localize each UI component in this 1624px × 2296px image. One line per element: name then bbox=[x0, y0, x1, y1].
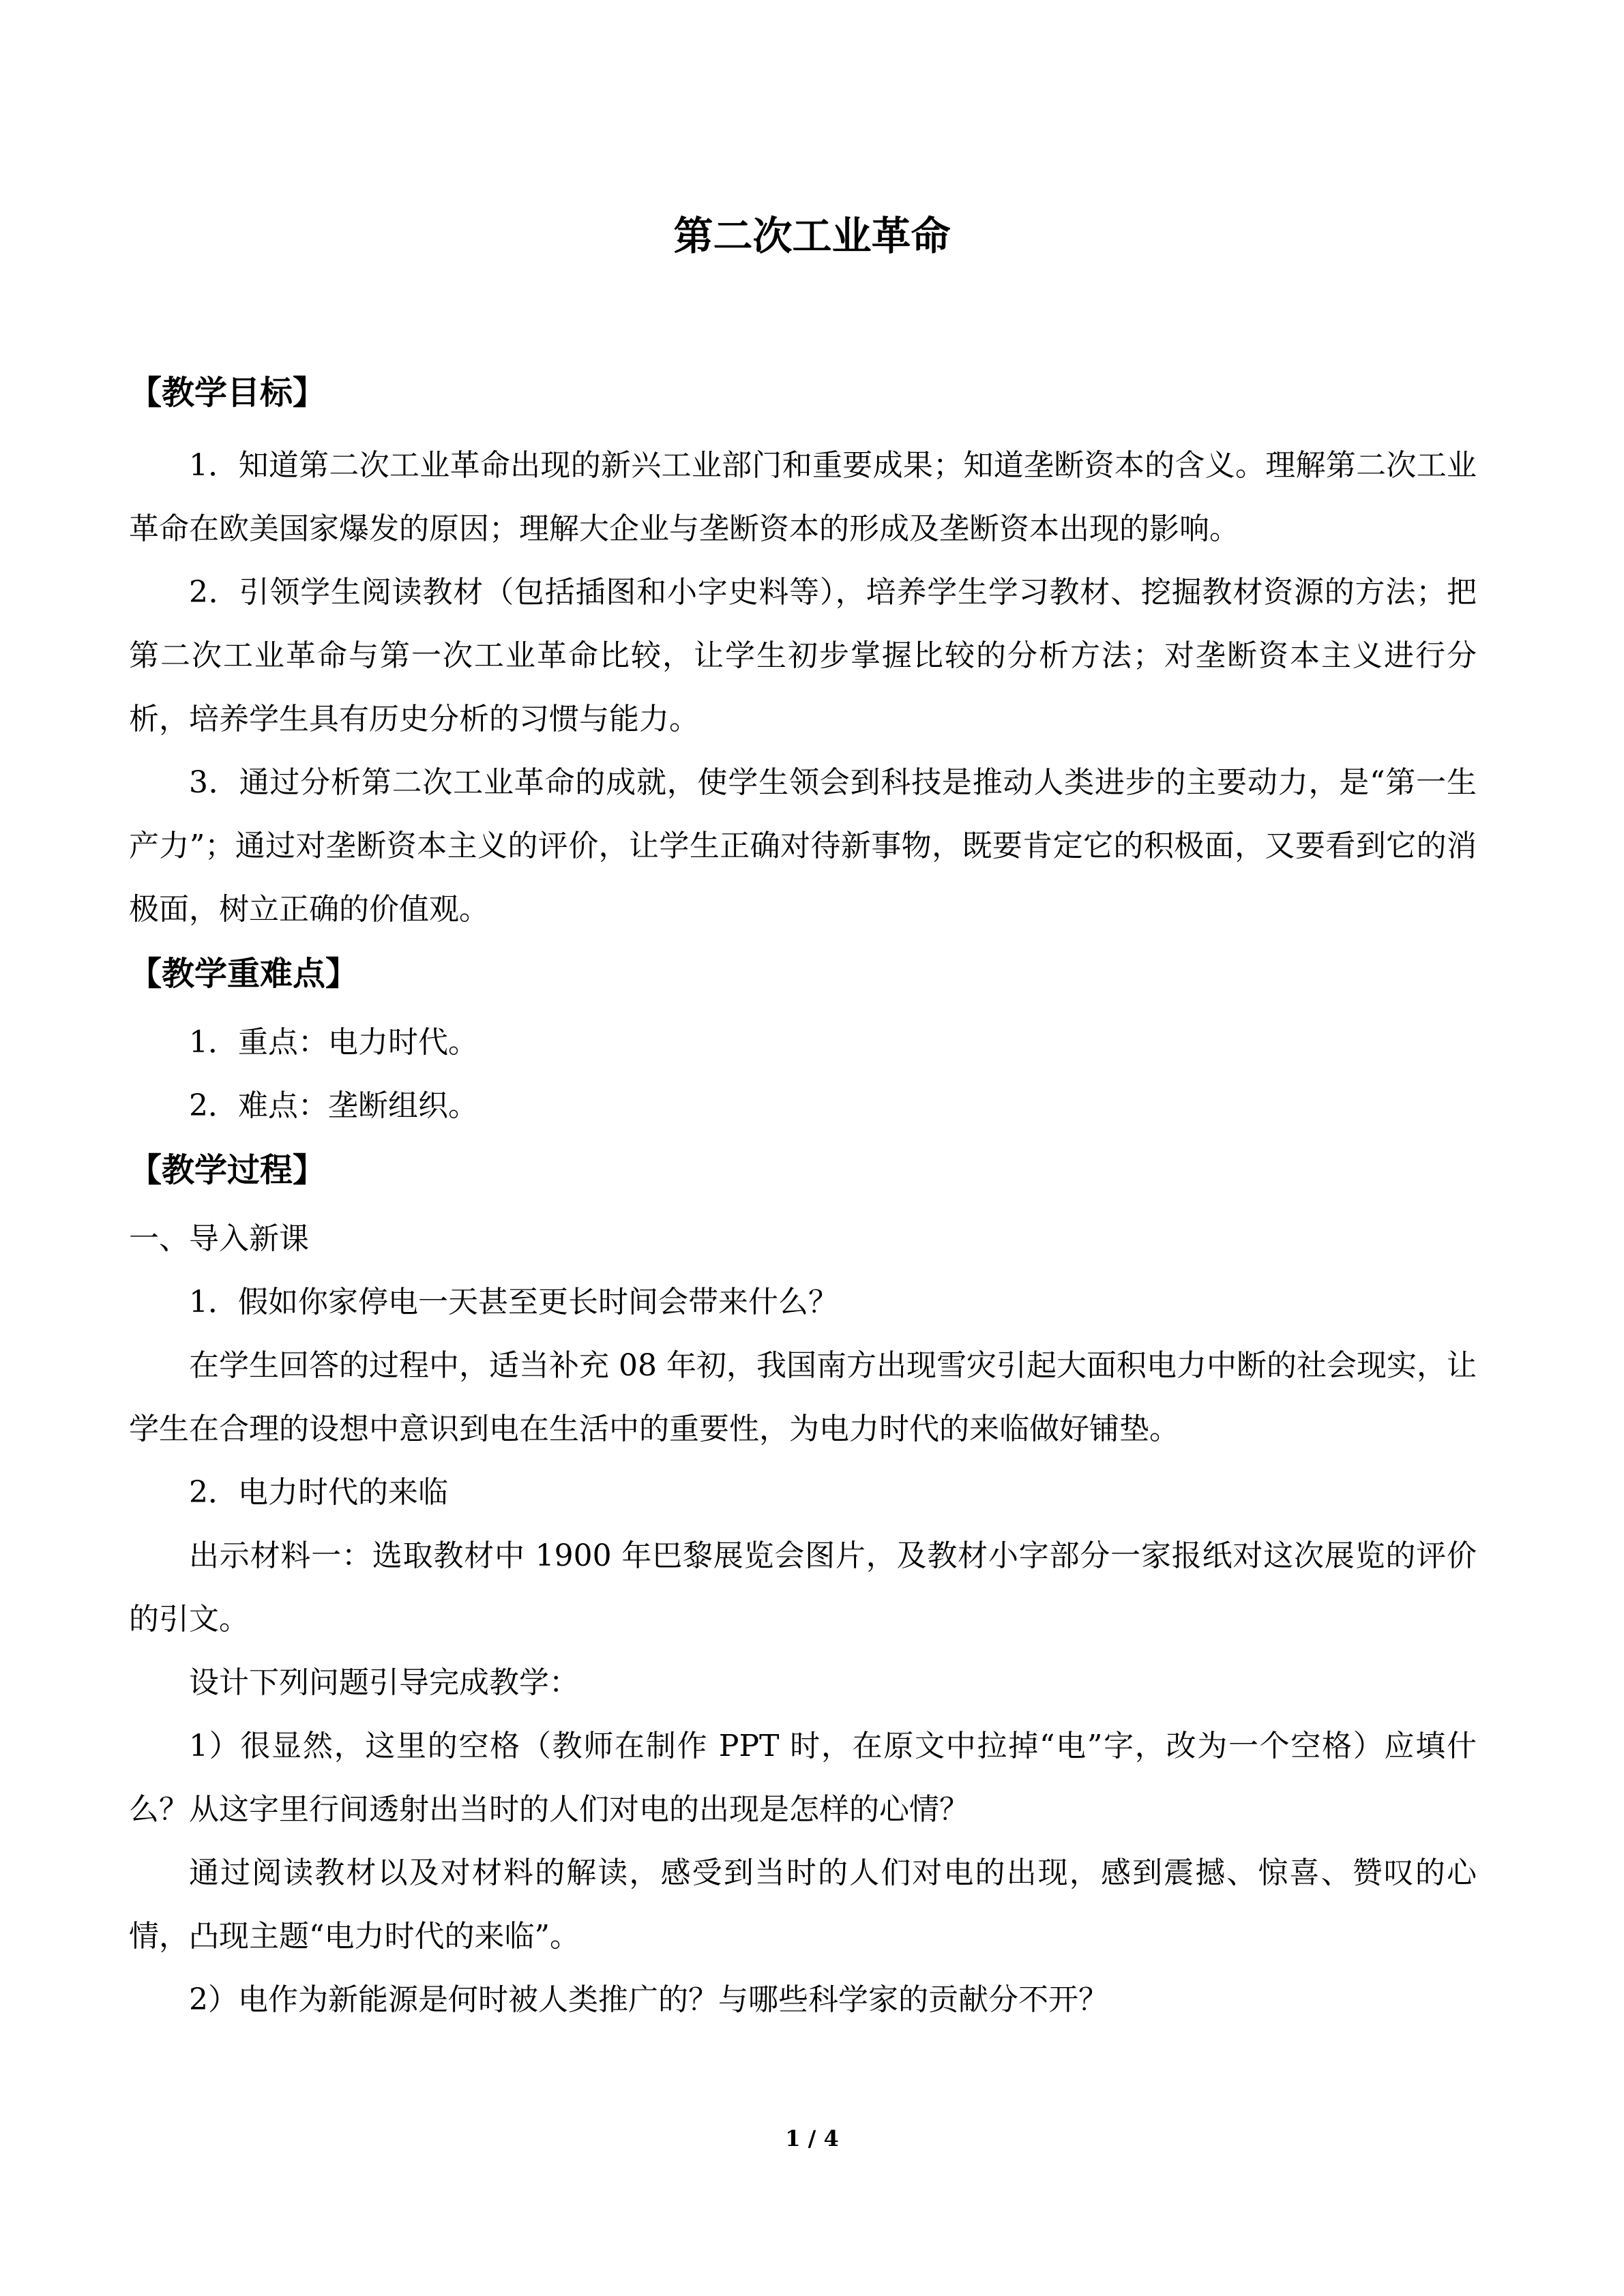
objective-item-1: 1．知道第二次工业革命出现的新兴工业部门和重要成果；知道垄断资本的含义。理解第二次工业革命在欧美国家爆发的原因；理解大企业与垄断资本的形成及垄断资本出现的影响。 bbox=[129, 448, 1477, 546]
key-point-item-2: 2．难点：垄断组织。 bbox=[189, 1088, 478, 1123]
process-paragraph: 通过阅读教材以及对材料的解读，感受到当时的人们对电的出现，感到震撼、惊喜、赞叹的心情，凸现主题“电力时代的来临”。 bbox=[129, 1855, 1477, 1954]
process-paragraph: 2．电力时代的来临 bbox=[189, 1475, 448, 1510]
process-paragraph: 设计下列问题引导完成教学： bbox=[189, 1665, 579, 1700]
document-title: 第二次工业革命 bbox=[673, 213, 951, 259]
process-subheading: 一、导入新课 bbox=[129, 1221, 309, 1256]
page-number: 1 / 4 bbox=[785, 2126, 839, 2151]
document-body bbox=[129, 360, 1477, 2031]
objective-item-2: 2．引领学生阅读教材（包括插图和小字史料等），培养学生学习教材、挖掘教材资源的方法；把第二次工业革命与第一次工业革命比较，让学生初步掌握比较的分析方法；对垄断资本主义进行分析，培养学生具有历史分析的习惯与能力。 bbox=[129, 575, 1477, 736]
process-paragraph: 2）电作为新能源是何时被人类推广的？与哪些科学家的贡献分不开？ bbox=[189, 1982, 1108, 2017]
objective-item-3: 3．通过分析第二次工业革命的成就，使学生领会到科技是推动人类进步的主要动力，是“第一生产力”；通过对垄断资本主义的评价，让学生正确对待新事物，既要肯定它的积极面，又要看到它的消极面，树立正确的价值观。 bbox=[129, 765, 1477, 927]
process-paragraph: 在学生回答的过程中，适当补充 08 年初，我国南方出现雪灾引起大面积电力中断的社会现实，让学生在合理的设想中意识到电在生活中的重要性，为电力时代的来临做好铺垫。 bbox=[129, 1348, 1477, 1446]
key-point-item-1: 1．重点：电力时代。 bbox=[189, 1025, 478, 1060]
process-paragraph: 1）很显然，这里的空格（教师在制作 PPT 时，在原文中拉掉“电”字，改为一个空格）应填什么？从这字里行间透射出当时的人们对电的出现是怎样的心情？ bbox=[129, 1729, 1477, 1827]
section-heading-objectives: 【教学目标】 bbox=[129, 374, 326, 412]
process-paragraph: 1．假如你家停电一天甚至更长时间会带来什么？ bbox=[189, 1285, 838, 1320]
section-heading-process: 【教学过程】 bbox=[129, 1151, 326, 1189]
section-heading-key-points: 【教学重难点】 bbox=[129, 955, 359, 993]
process-paragraph: 出示材料一：选取教材中 1900 年巴黎展览会图片，及教材小字部分一家报纸对这次展览的评价的引文。 bbox=[129, 1538, 1477, 1637]
